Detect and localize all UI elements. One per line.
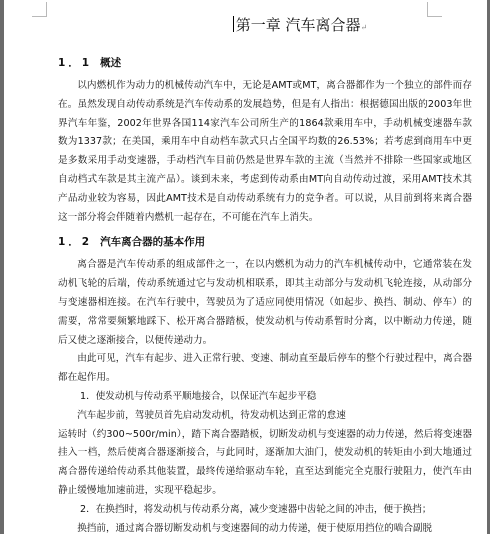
- section-heading-1-1: [58, 53, 472, 73]
- section-title: 汽车离合器的基本作用: [100, 236, 206, 249]
- margin-corner-top-left: [32, 2, 47, 17]
- section-heading-1-2: [58, 232, 472, 252]
- list-item: 2．在换挡时，将发动机与传动系分离，减少变速器中齿轮之间的冲击，便于换挡；: [80, 503, 432, 515]
- body-paragraph: 以内燃机作为动力的机械传动汽车中，无论是AMT或MT，离合器都作为一个独立的部件而存在。虽然发现自动传动系统是汽车传动系的发展趋势，但是有人指出：根据德国出版的2003年世界汽车年鉴，2002年世界各国114家汽车公司所生产的1864款乘用车中，手动机械变速器车款数为1337款；在美国，乘用车中自动档车款式只占全国平均数的26.53%；若考虑到商用车中更是多数采用手动变速器，手动档汽车目前仍然是世界车款的主流（当然并不排除一些国家或地区自动档式车款是其主流产品）。谈到未来，考虑到传动系由MT向自动传动过渡，采用AMT技术其产品动业较为容易，因此AMT技术是自动传动系统有力的竞争者。可以说，从目前到将来离合器这一部分将会伴随着内燃机一起存在，不可能在汽车上消失。: [58, 80, 472, 223]
- section-title: 概述: [100, 57, 122, 69]
- chapter-title: [128, 14, 472, 39]
- window-frame-left: [0, 0, 4, 534]
- section-number: 1．1: [58, 57, 93, 69]
- section-number: 1．2: [58, 236, 93, 249]
- body-paragraph: 离合器是汽车传动系的组成部件之一，在以内燃机为动力的汽车机械传动中，它通常装在发动机飞轮的后端，传动系统通过它与发动机相联系，即其主动部分与发动机飞轮连接，从动部分与变速器相连接。在汽车行驶中，驾驶员为了适应同使用情况（如起步、换挡、制动、停车）的需要，常常要频繁地踩下、松开离合器踏板，使发动机与传动系暂时分离，以中断动力传递，随后又使之逐渐接合，以便传递动力。: [58, 259, 472, 346]
- document-page[interactable]: [58, 14, 472, 538]
- body-paragraph: 运转时（约300~500r/min），踏下离合器踏板，切断发动机与变速器的动力传递，然后将变速器挂入一档，然后使离合器逐渐接合，与此同时，逐渐加大油门，使发动机的转矩由小到大地通过离合器传递给传动系其他装置，最终传递给驱动车轮，直至达到能完全克服行驶阻力，使汽车由静止缓慢地加速前进，实现平稳起步。: [58, 428, 472, 496]
- body-paragraph: 汽车起步前，驾驶员首先启动发动机，待发动机达到正常的怠速: [77, 409, 346, 421]
- chapter-title-text: 第一章 汽车离合器: [235, 16, 361, 34]
- body-paragraph: 由此可见，汽车有起步、进入正常行驶、变速、制动直至最后停车的整个行驶过程中，离合器都在起作用。: [58, 353, 472, 384]
- body-paragraph: 换挡前，通过离合器切断发动机与变速器间的动力传递，便于使原用挡位的啮合副脱: [77, 522, 433, 534]
- paragraph-mark: ↵: [360, 23, 368, 32]
- list-item: 1．使发动机与传动系平顺地接合，以保证汽车起步平稳: [80, 390, 317, 402]
- text-cursor: [233, 16, 234, 32]
